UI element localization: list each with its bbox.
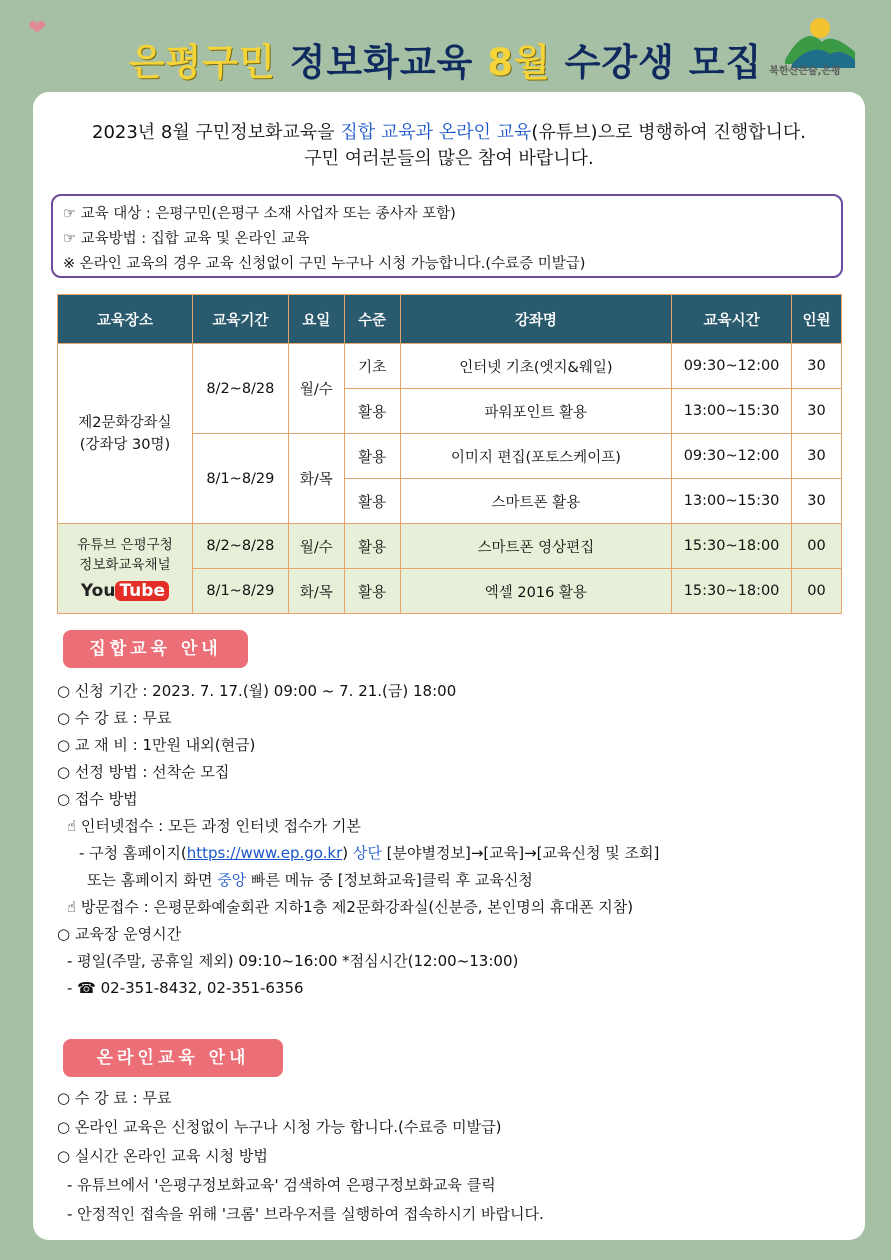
content-panel [33, 92, 865, 1240]
intro-line-2: 구민 여러분들의 많은 참여 바랍니다. [304, 148, 594, 169]
time-cell: 13:00~15:30 [672, 389, 792, 434]
day-cell: 화/목 [288, 434, 344, 524]
period-cell: 8/2~8/28 [192, 524, 288, 569]
title-part-month: 8월 [487, 41, 551, 84]
homepage-top-highlight: 상단 [352, 844, 382, 862]
intro-line-1-highlight: 집합 교육과 온라인 교육 [340, 122, 532, 143]
time-cell: 15:30~18:00 [672, 524, 792, 569]
header-course: 강좌명 [400, 295, 671, 344]
title-part-eunpyeong: 은평구민 [128, 41, 276, 84]
homepage-alt-path [57, 867, 659, 894]
course-name-cell: 인터넷 기초(엣지&웨일) [400, 344, 671, 389]
youtube-tube: Tube [115, 581, 169, 601]
level-cell: 활용 [344, 524, 400, 569]
online-chrome-note: - 안정적인 접속을 위해 '크롬' 브라우저를 실행하여 접속하시기 바랍니다. [67, 1205, 544, 1223]
selection-method: ○ 선정 방법 : 선착순 모집 [57, 763, 230, 781]
table-header-row [58, 295, 842, 344]
online-section-label: 온라인교육 안내 [63, 1039, 283, 1077]
time-cell: 09:30~12:00 [672, 344, 792, 389]
count-cell: 00 [792, 569, 842, 614]
apply-method: ○ 접수 방법 [57, 790, 138, 808]
header-day: 요일 [288, 295, 344, 344]
title-part-info-edu: 정보화교육 [289, 41, 474, 84]
period-cell: 8/1~8/29 [192, 434, 288, 524]
operating-hours-title: ○ 교육장 운영시간 [57, 925, 182, 943]
phone-numbers: - ☎ 02-351-8432, 02-351-6356 [67, 979, 304, 997]
homepage-link[interactable]: https://www.ep.go.kr [186, 844, 343, 862]
title-part-recruit: 수강생 모집 [564, 41, 763, 84]
header-level: 수준 [344, 295, 400, 344]
homepage-path-mid: ) [342, 844, 353, 862]
table-row [58, 524, 842, 569]
homepage-path-pre: - 구청 홈페이지( [79, 844, 187, 862]
online-place-text: 유튜브 은평구청 정보화교육채널 [77, 537, 173, 573]
fee: ○ 수 강 료 : 무료 [57, 709, 172, 727]
alt-path-post: 빠른 메뉴 중 [정보화교육]클릭 후 교육신청 [246, 871, 533, 889]
level-cell: 활용 [344, 569, 400, 614]
info-target: ☞ 교육 대상 : 은평구민(은평구 소재 사업자 또는 종사자 포함) [63, 206, 456, 222]
homepage-path-post: [분야별정보]→[교육]→[교육신청 및 조회] [381, 844, 660, 862]
youtube-you: You [80, 581, 116, 601]
online-note: ○ 온라인 교육은 신청없이 누구나 시청 가능 합니다.(수료증 미발급) [57, 1118, 502, 1136]
course-name-cell: 엑셀 2016 활용 [400, 569, 671, 614]
heart-icon: ❤ [28, 16, 47, 41]
online-youtube-search: - 유튜브에서 '은평구정보화교육' 검색하여 은평구정보화교육 클릭 [67, 1176, 496, 1194]
count-cell: 00 [792, 524, 842, 569]
material-fee: ○ 교 재 비 : 1만원 내외(현금) [57, 736, 256, 754]
internet-apply: ☝ 인터넷접수 : 모든 과정 인터넷 접수가 기본 [67, 817, 361, 835]
course-name-cell: 스마트폰 활용 [400, 479, 671, 524]
level-cell: 활용 [344, 479, 400, 524]
info-box [51, 194, 843, 278]
count-cell: 30 [792, 434, 842, 479]
header-place: 교육장소 [58, 295, 193, 344]
online-watch-method: ○ 실시간 온라인 교육 시청 방법 [57, 1147, 268, 1165]
info-online-note: ※ 온라인 교육의 경우 교육 신청없이 구민 누구나 시청 가능합니다.(수료증 미발급) [63, 256, 586, 272]
place-cell-offline: 제2문화강좌실 (강좌당 30명) [58, 344, 193, 524]
level-cell: 활용 [344, 389, 400, 434]
header-period: 교육기간 [192, 295, 288, 344]
online-details [57, 1084, 544, 1229]
place-cell-online [58, 524, 193, 614]
count-cell: 30 [792, 389, 842, 434]
apply-period: ○ 신청 기간 : 2023. 7. 17.(월) 09:00 ~ 7. 21.(금) 18:00 [57, 682, 457, 700]
alt-path-pre: 또는 홈페이지 화면 [87, 871, 218, 889]
operating-hours: - 평일(주말, 공휴일 제외) 09:10~16:00 *점심시간(12:00~13:00) [67, 952, 519, 970]
visit-apply: ☝ 방문접수 : 은평문화예술회관 지하1층 제2문화강좌실(신분증, 본인명의 휴대폰 지참) [67, 898, 634, 916]
time-cell: 15:30~18:00 [672, 569, 792, 614]
intro-text [33, 120, 865, 172]
intro-line-1-pre: 2023년 8월 구민정보화교육을 [92, 122, 341, 143]
homepage-path [57, 840, 659, 867]
offline-section-label: 집합교육 안내 [63, 630, 248, 668]
level-cell: 기초 [344, 344, 400, 389]
course-name-cell: 이미지 편집(포토스케이프) [400, 434, 671, 479]
time-cell: 09:30~12:00 [672, 434, 792, 479]
table-row [58, 344, 842, 389]
intro-line-1-post: (유튜브)으로 병행하여 진행합니다. [531, 122, 806, 143]
period-cell: 8/1~8/29 [192, 569, 288, 614]
course-table [57, 294, 842, 614]
day-cell: 화/목 [288, 569, 344, 614]
course-name-cell: 스마트폰 영상편집 [400, 524, 671, 569]
offline-details [57, 678, 659, 1002]
day-cell: 월/수 [288, 524, 344, 569]
header-time: 교육시간 [672, 295, 792, 344]
level-cell: 활용 [344, 434, 400, 479]
page-title [0, 32, 891, 86]
online-fee: ○ 수 강 료 : 무료 [57, 1089, 172, 1107]
logo-text: 북한산큰술,은평 [769, 66, 841, 77]
course-name-cell: 파워포인트 활용 [400, 389, 671, 434]
time-cell: 13:00~15:30 [672, 479, 792, 524]
header-count: 인원 [792, 295, 842, 344]
count-cell: 30 [792, 479, 842, 524]
youtube-logo [81, 581, 169, 601]
period-cell: 8/2~8/28 [192, 344, 288, 434]
day-cell: 월/수 [288, 344, 344, 434]
intro-line-1 [33, 120, 865, 146]
alt-path-center-highlight: 중앙 [217, 871, 247, 889]
info-method: ☞ 교육방법 : 집합 교육 및 온라인 교육 [63, 231, 310, 247]
count-cell: 30 [792, 344, 842, 389]
